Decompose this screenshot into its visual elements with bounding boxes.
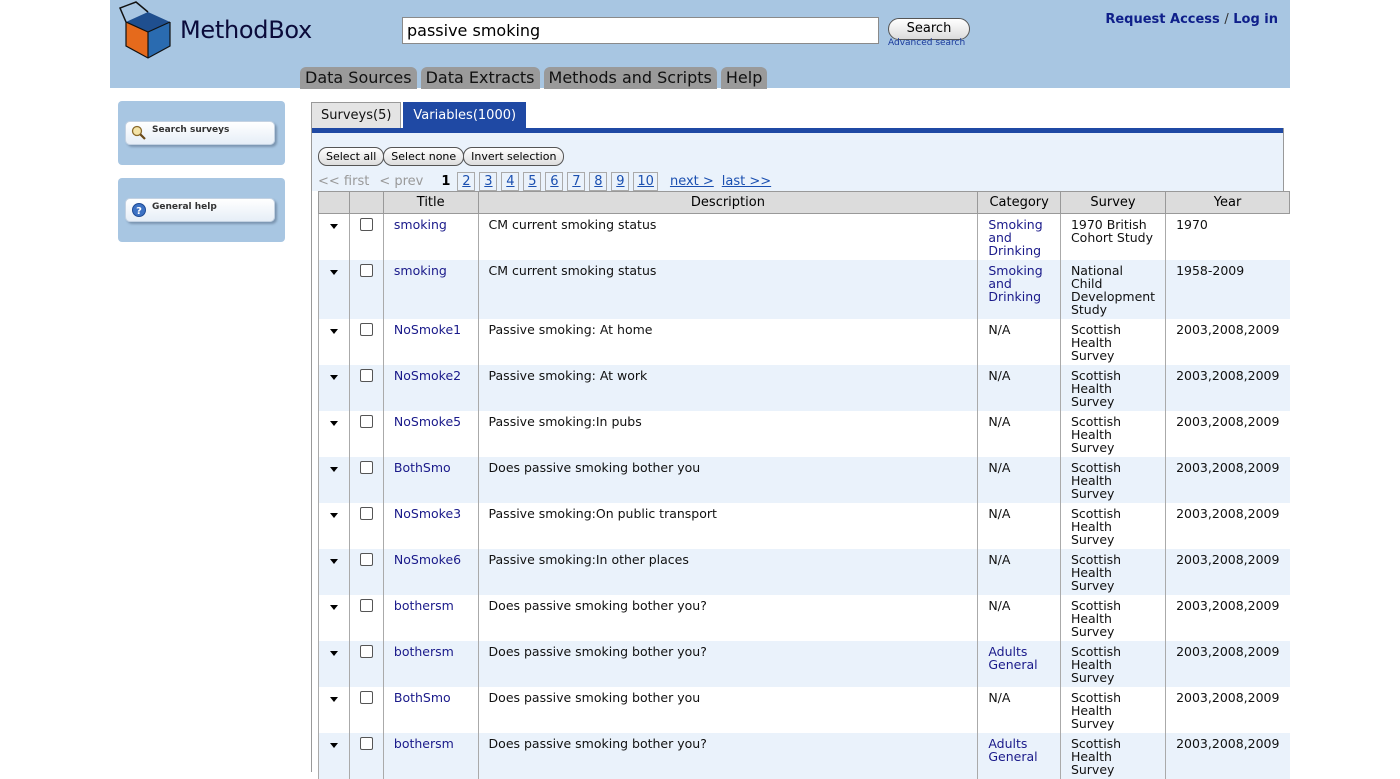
row-expand-cell[interactable] xyxy=(319,260,350,319)
expand-arrow-icon[interactable] xyxy=(330,270,338,275)
row-expand-cell[interactable] xyxy=(319,733,350,779)
variable-title-link[interactable]: NoSmoke3 xyxy=(394,506,461,521)
pager-last[interactable]: last >> xyxy=(722,174,771,189)
row-category-cell xyxy=(978,260,1061,319)
expand-arrow-icon[interactable] xyxy=(330,605,338,610)
row-description: Does passive smoking bother you? xyxy=(478,733,978,779)
expand-arrow-icon[interactable] xyxy=(330,513,338,518)
search-surveys-button[interactable] xyxy=(125,121,275,145)
row-expand-cell[interactable] xyxy=(319,549,350,595)
category-text: N/A xyxy=(988,322,1010,337)
account-links xyxy=(1105,12,1278,27)
header-description[interactable]: Description xyxy=(478,192,978,214)
variables-table xyxy=(318,191,1290,779)
sidebar-search-panel xyxy=(118,101,285,165)
row-year: 2003,2008,2009 xyxy=(1166,411,1290,457)
pager-page-5[interactable]: 5 xyxy=(523,172,541,191)
pager-first: << first xyxy=(318,174,369,189)
row-survey: Scottish Health Survey xyxy=(1060,365,1165,411)
row-title-cell xyxy=(383,733,478,779)
result-tabs xyxy=(311,102,526,128)
pager-page-3[interactable]: 3 xyxy=(479,172,497,191)
row-title-cell xyxy=(383,365,478,411)
table-row xyxy=(319,641,1290,687)
row-category-cell xyxy=(978,457,1061,503)
row-year: 2003,2008,2009 xyxy=(1166,365,1290,411)
row-checkbox[interactable] xyxy=(360,415,373,428)
general-help-label: General help xyxy=(152,202,217,212)
nav-data-extracts[interactable]: Data Extracts xyxy=(421,67,540,89)
variable-title-link[interactable]: NoSmoke1 xyxy=(394,322,461,337)
row-select-cell xyxy=(349,319,383,365)
search-input[interactable] xyxy=(402,17,879,44)
row-description: Passive smoking:On public transport xyxy=(478,503,978,549)
variable-title-link[interactable]: bothersm xyxy=(394,644,454,659)
expand-arrow-icon[interactable] xyxy=(330,651,338,656)
category-text: N/A xyxy=(988,460,1010,475)
row-survey: Scottish Health Survey xyxy=(1060,411,1165,457)
log-in-link[interactable]: Log in xyxy=(1233,12,1278,27)
row-description: Does passive smoking bother you xyxy=(478,687,978,733)
category-text: N/A xyxy=(988,598,1010,613)
tab-variables[interactable]: Variables(1000) xyxy=(403,102,526,128)
variable-title-link[interactable]: BothSmo xyxy=(394,460,451,475)
variable-title-link[interactable]: bothersm xyxy=(394,598,454,613)
row-category-cell xyxy=(978,687,1061,733)
row-checkbox[interactable] xyxy=(360,691,373,704)
expand-arrow-icon[interactable] xyxy=(330,743,338,748)
row-select-cell xyxy=(349,214,383,261)
table-row xyxy=(319,411,1290,457)
row-select-cell xyxy=(349,503,383,549)
row-category-cell xyxy=(978,595,1061,641)
header-survey[interactable]: Survey xyxy=(1060,192,1165,214)
row-title-cell xyxy=(383,687,478,733)
row-year: 2003,2008,2009 xyxy=(1166,733,1290,779)
row-expand-cell[interactable] xyxy=(319,641,350,687)
row-survey: 1970 British Cohort Study xyxy=(1060,214,1165,261)
table-row xyxy=(319,214,1290,261)
category-link[interactable]: Smoking and Drinking xyxy=(988,217,1042,258)
category-text: N/A xyxy=(988,368,1010,383)
row-title-cell xyxy=(383,214,478,261)
row-year: 2003,2008,2009 xyxy=(1166,503,1290,549)
row-survey: Scottish Health Survey xyxy=(1060,549,1165,595)
row-title-cell xyxy=(383,260,478,319)
row-category-cell xyxy=(978,733,1061,779)
magnifier-icon xyxy=(131,125,147,141)
variable-title-link[interactable]: smoking xyxy=(394,263,447,278)
pager-page-6[interactable]: 6 xyxy=(545,172,563,191)
pager-page-8[interactable]: 8 xyxy=(589,172,607,191)
row-category-cell xyxy=(978,365,1061,411)
expand-arrow-icon[interactable] xyxy=(330,467,338,472)
row-select-cell xyxy=(349,260,383,319)
category-link[interactable]: Adults General xyxy=(988,736,1037,764)
category-text: N/A xyxy=(988,690,1010,705)
nav-methods-and-scripts[interactable]: Methods and Scripts xyxy=(544,67,717,89)
row-category-cell xyxy=(978,411,1061,457)
expand-arrow-icon[interactable] xyxy=(330,697,338,702)
row-description: CM current smoking status xyxy=(478,214,978,261)
row-checkbox[interactable] xyxy=(360,323,373,336)
variable-title-link[interactable]: NoSmoke6 xyxy=(394,552,461,567)
pagination xyxy=(318,172,771,191)
expand-arrow-icon[interactable] xyxy=(330,329,338,334)
expand-arrow-icon[interactable] xyxy=(330,421,338,426)
row-survey: Scottish Health Survey xyxy=(1060,595,1165,641)
pager-page-2[interactable]: 2 xyxy=(457,172,475,191)
help-icon xyxy=(131,202,147,218)
table-header-row xyxy=(319,192,1290,214)
pager-page-9[interactable]: 9 xyxy=(611,172,629,191)
row-title-cell xyxy=(383,411,478,457)
row-expand-cell[interactable] xyxy=(319,457,350,503)
table-body xyxy=(319,214,1290,779)
row-year: 2003,2008,2009 xyxy=(1166,457,1290,503)
row-title-cell xyxy=(383,319,478,365)
row-survey: National Child Development Study xyxy=(1060,260,1165,319)
methodbox-logo[interactable] xyxy=(118,0,298,60)
row-survey: Scottish Health Survey xyxy=(1060,319,1165,365)
table-row xyxy=(319,457,1290,503)
row-description: Does passive smoking bother you? xyxy=(478,641,978,687)
row-description: Passive smoking:In pubs xyxy=(478,411,978,457)
pager-page-4[interactable]: 4 xyxy=(501,172,519,191)
search-surveys-label: Search surveys xyxy=(152,125,229,135)
row-select-cell xyxy=(349,457,383,503)
row-category-cell xyxy=(978,319,1061,365)
table-row xyxy=(319,319,1290,365)
row-description: Does passive smoking bother you? xyxy=(478,595,978,641)
pager-page-7[interactable]: 7 xyxy=(567,172,585,191)
nav-data-sources[interactable]: Data Sources xyxy=(300,67,417,89)
header-category[interactable]: Category xyxy=(978,192,1061,214)
row-year: 2003,2008,2009 xyxy=(1166,641,1290,687)
category-text: N/A xyxy=(988,552,1010,567)
row-select-cell xyxy=(349,411,383,457)
row-survey: Scottish Health Survey xyxy=(1060,687,1165,733)
pager-page-10[interactable]: 10 xyxy=(633,172,658,191)
row-title-cell xyxy=(383,457,478,503)
row-select-cell xyxy=(349,365,383,411)
request-access-link[interactable]: Request Access xyxy=(1105,12,1219,27)
row-expand-cell[interactable] xyxy=(319,687,350,733)
row-year: 2003,2008,2009 xyxy=(1166,595,1290,641)
advanced-search-link[interactable]: Advanced search xyxy=(888,38,965,48)
tab-surveys[interactable]: Surveys(5) xyxy=(311,102,401,128)
row-select-cell xyxy=(349,595,383,641)
category-link[interactable]: Smoking and Drinking xyxy=(988,263,1042,304)
select-none-button[interactable]: Select none xyxy=(383,147,464,166)
row-category-cell xyxy=(978,641,1061,687)
table-row xyxy=(319,687,1290,733)
cube-logo-icon xyxy=(118,0,178,60)
pager-prev: < prev xyxy=(379,174,423,189)
row-title-cell xyxy=(383,641,478,687)
nav-help[interactable]: Help xyxy=(721,67,767,89)
row-select-cell xyxy=(349,549,383,595)
selection-buttons xyxy=(318,147,563,166)
row-survey: Scottish Health Survey xyxy=(1060,733,1165,779)
header xyxy=(110,0,1290,88)
row-select-cell xyxy=(349,733,383,779)
expand-arrow-icon[interactable] xyxy=(330,559,338,564)
link-separator: / xyxy=(1224,12,1228,27)
row-description: Passive smoking: At work xyxy=(478,365,978,411)
table-row xyxy=(319,260,1290,319)
row-title-cell xyxy=(383,595,478,641)
row-survey: Scottish Health Survey xyxy=(1060,457,1165,503)
header-expand xyxy=(319,192,350,214)
row-year: 2003,2008,2009 xyxy=(1166,319,1290,365)
header-select xyxy=(349,192,383,214)
variable-title-link[interactable]: bothersm xyxy=(394,736,454,751)
header-title[interactable]: Title xyxy=(383,192,478,214)
main-nav xyxy=(300,67,767,89)
variable-title-link[interactable]: smoking xyxy=(394,217,447,232)
row-checkbox[interactable] xyxy=(360,599,373,612)
row-title-cell xyxy=(383,549,478,595)
row-description: Does passive smoking bother you xyxy=(478,457,978,503)
row-checkbox[interactable] xyxy=(360,369,373,382)
search-button[interactable]: Search xyxy=(888,18,970,40)
row-checkbox[interactable] xyxy=(360,553,373,566)
row-description: Passive smoking:In other places xyxy=(478,549,978,595)
row-year: 1970 xyxy=(1166,214,1290,261)
row-checkbox[interactable] xyxy=(360,737,373,750)
row-select-cell xyxy=(349,687,383,733)
row-expand-cell[interactable] xyxy=(319,214,350,261)
variable-title-link[interactable]: NoSmoke2 xyxy=(394,368,461,383)
header-year[interactable]: Year xyxy=(1166,192,1290,214)
row-checkbox[interactable] xyxy=(360,507,373,520)
svg-text:?: ? xyxy=(136,206,142,217)
expand-arrow-icon[interactable] xyxy=(330,224,338,229)
row-survey: Scottish Health Survey xyxy=(1060,641,1165,687)
pager-next[interactable]: next > xyxy=(670,174,714,189)
row-checkbox[interactable] xyxy=(360,461,373,474)
row-year: 2003,2008,2009 xyxy=(1166,549,1290,595)
brand-name: MethodBox xyxy=(180,16,312,44)
variable-title-link[interactable]: BothSmo xyxy=(394,690,451,705)
row-year: 1958-2009 xyxy=(1166,260,1290,319)
row-checkbox[interactable] xyxy=(360,218,373,231)
row-category-cell xyxy=(978,549,1061,595)
row-expand-cell[interactable] xyxy=(319,365,350,411)
row-checkbox[interactable] xyxy=(360,645,373,658)
table-row xyxy=(319,365,1290,411)
variable-title-link[interactable]: NoSmoke5 xyxy=(394,414,461,429)
row-checkbox[interactable] xyxy=(360,264,373,277)
panel-controls xyxy=(312,133,1283,191)
row-year: 2003,2008,2009 xyxy=(1166,687,1290,733)
table-row xyxy=(319,595,1290,641)
row-category-cell xyxy=(978,503,1061,549)
row-title-cell xyxy=(383,503,478,549)
category-text: N/A xyxy=(988,414,1010,429)
select-all-button[interactable]: Select all xyxy=(318,147,384,166)
table-row xyxy=(319,503,1290,549)
category-text: N/A xyxy=(988,506,1010,521)
invert-selection-button[interactable]: Invert selection xyxy=(463,147,564,166)
pager-current-page: 1 xyxy=(441,174,450,189)
table-row xyxy=(319,733,1290,779)
table-row xyxy=(319,549,1290,595)
row-description: CM current smoking status xyxy=(478,260,978,319)
row-expand-cell[interactable] xyxy=(319,595,350,641)
expand-arrow-icon[interactable] xyxy=(330,375,338,380)
row-category-cell xyxy=(978,214,1061,261)
row-description: Passive smoking: At home xyxy=(478,319,978,365)
row-expand-cell[interactable] xyxy=(319,503,350,549)
general-help-button[interactable] xyxy=(125,198,275,222)
row-select-cell xyxy=(349,641,383,687)
row-expand-cell[interactable] xyxy=(319,411,350,457)
category-link[interactable]: Adults General xyxy=(988,644,1037,672)
row-expand-cell[interactable] xyxy=(319,319,350,365)
sidebar-help-panel xyxy=(118,178,285,242)
row-survey: Scottish Health Survey xyxy=(1060,503,1165,549)
